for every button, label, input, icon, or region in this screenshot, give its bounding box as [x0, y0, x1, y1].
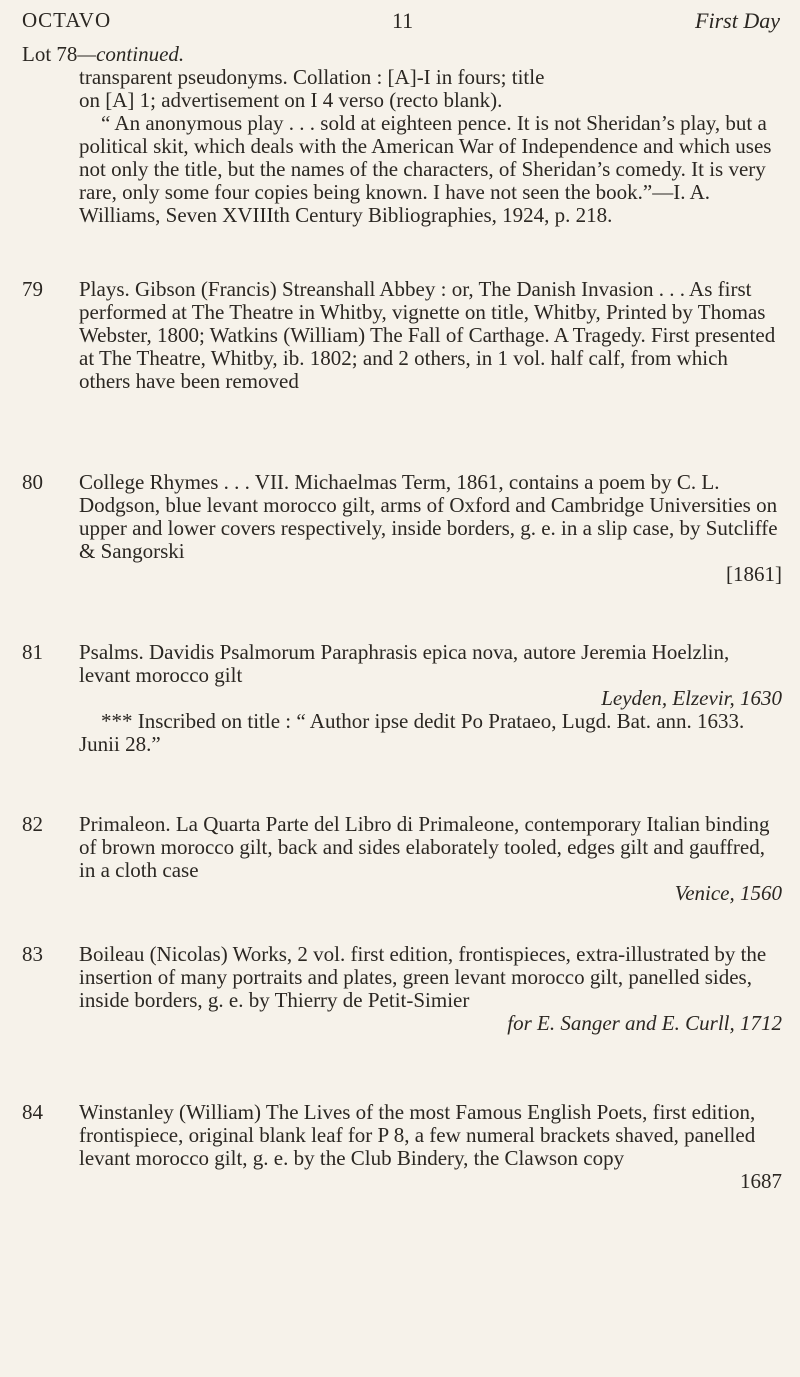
lot-80 — [22, 471, 782, 586]
page-header — [22, 8, 780, 38]
lot-number: 79 — [22, 277, 43, 301]
lot-number: 83 — [22, 942, 43, 966]
lot-description: Boileau (Nicolas) Works, 2 vol. first edition, frontispieces, extra-illustrated by the insertion of many portraits and plates, green levant morocco gilt, panelled sides, inside borders, g. e. by Thierry de Petit-Simier — [79, 942, 767, 1012]
lot-78-line1: transparent pseudonyms. Collation : [A]-I in fours; title — [79, 65, 545, 89]
lot-description: Plays. Gibson (Francis) Streanshall Abbey : or, The Danish Invasion . . . As first performed at The Theatre in Whitby, vignette on title, Whitby, Printed by Thomas Webster, 1800; Watkins (William) The Fall of Carthage. A Tragedy. First presented at The Theatre, Whitby, ib. 1802; and 2 others, in 1 vol. half calf, from which others have been removed — [79, 277, 776, 393]
lot-imprint: Venice, 1560 — [674, 881, 782, 905]
lot-78-body — [22, 66, 782, 227]
lot-84 — [22, 1101, 782, 1193]
lot-83 — [22, 943, 782, 1035]
lot-79 — [22, 278, 782, 393]
continued-heading — [22, 42, 184, 67]
lot-number: 80 — [22, 470, 43, 494]
lot-note: *** Inscribed on title : “ Author ipse dedit Po Prataeo, Lugd. Bat. ann. 1633. Junii 28.” — [79, 709, 745, 756]
lot-description: Primaleon. La Quarta Parte del Libro di Primaleone, contemporary Italian binding of brown morocco gilt, back and sides elaborately tooled, edges gilt and gauffred, in a cloth case — [79, 812, 770, 882]
continued-label: —continued. — [77, 42, 185, 66]
lot-78-quote: “ An anonymous play . . . sold at eighteen pence. It is not Sheridan’s play, but a political skit, which deals with the American War of Independence and which uses not only the title, but the names of the characters, of Sheridan’s comedy. It is very rare, only some four copies being known. I have not seen the book.”—I. A. Williams, Seven XVIIIth Century Bibliographies, 1924, p. 218. — [79, 111, 772, 227]
lot-82 — [22, 813, 782, 905]
lot-description: College Rhymes . . . VII. Michaelmas Term, 1861, contains a poem by C. L. Dodgson, blue levant morocco gilt, arms of Oxford and Cambridge Universities on upper and lower covers respectively, inside borders, g. e. in a slip case, by Sutcliffe & Sangorski — [79, 470, 778, 563]
lot-number: 81 — [22, 640, 43, 664]
lot-78-line2: on [A] 1; advertisement on I 4 verso (recto blank). — [79, 88, 503, 112]
page-number: 11 — [392, 8, 414, 33]
lot-81 — [22, 641, 782, 756]
lot-description: Psalms. Davidis Psalmorum Paraphrasis epica nova, autore Jeremia Hoelzlin, levant morocco gilt — [79, 640, 730, 687]
header-format: OCTAVO — [22, 8, 112, 32]
lot-number: 82 — [22, 812, 43, 836]
lot-imprint: Leyden, Elzevir, 1630 — [601, 686, 782, 710]
lot-imprint: 1687 — [740, 1169, 782, 1193]
continued-lot: Lot 78 — [22, 42, 78, 66]
lot-number: 84 — [22, 1100, 43, 1124]
lot-imprint: for E. Sanger and E. Curll, 1712 — [507, 1011, 782, 1035]
lot-date: [1861] — [726, 562, 782, 586]
header-day: First Day — [695, 8, 780, 33]
lot-description: Winstanley (William) The Lives of the most Famous English Poets, first edition, frontispiece, original blank leaf for P 8, a few numeral brackets shaved, panelled levant morocco gilt, g. e. by the Club Bindery, the Clawson copy — [79, 1100, 756, 1170]
